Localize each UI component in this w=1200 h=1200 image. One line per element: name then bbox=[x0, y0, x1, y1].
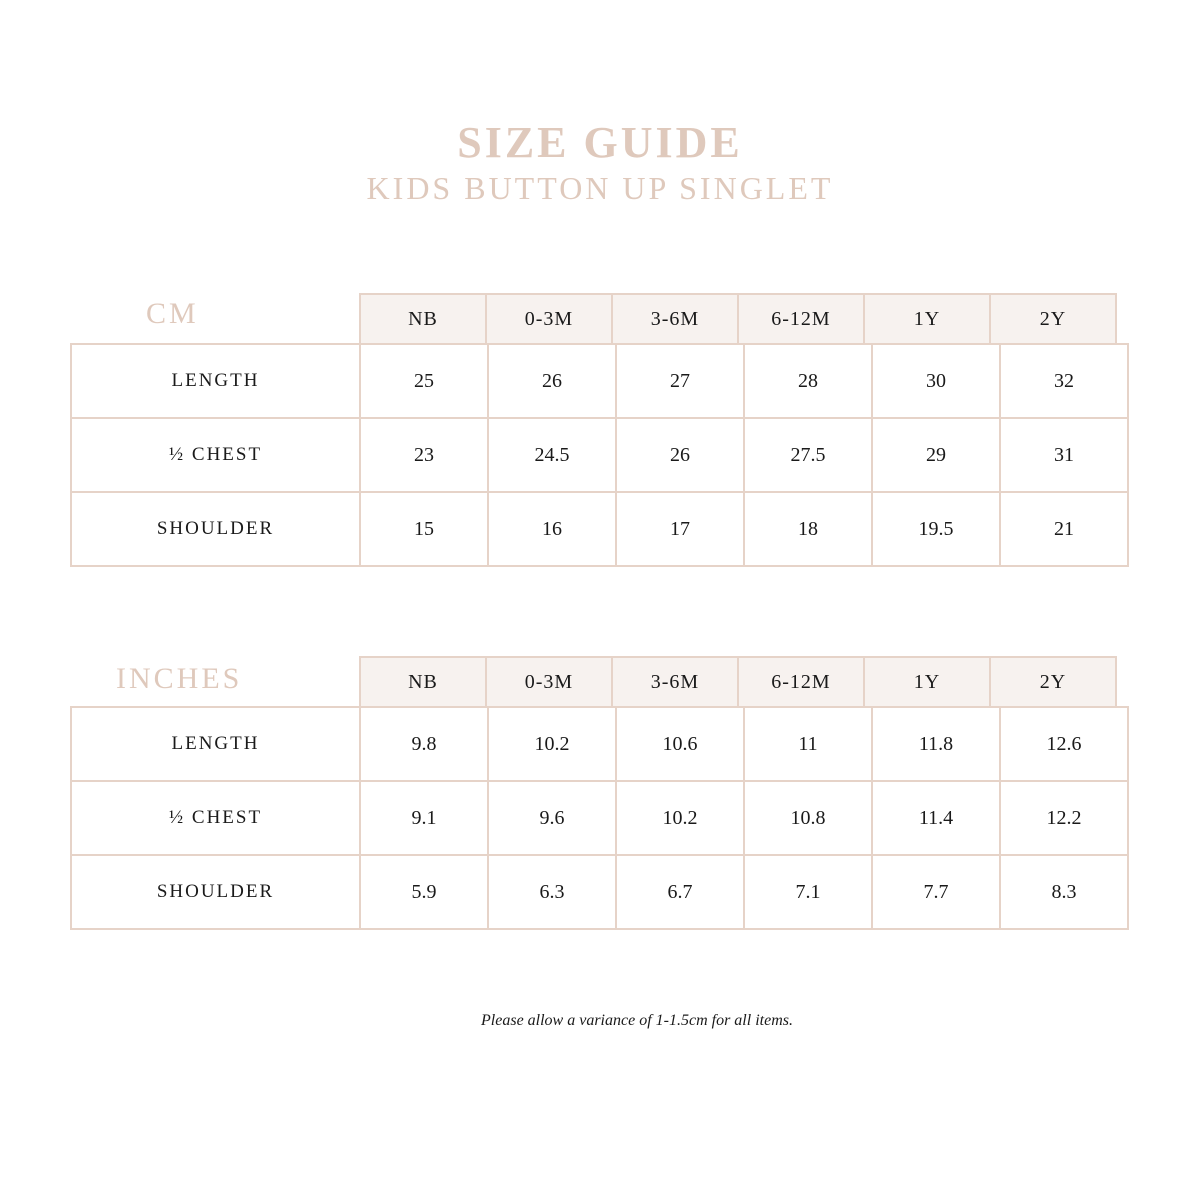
inches-table-body bbox=[70, 706, 1130, 930]
size-header-cell: 2Y bbox=[989, 293, 1117, 345]
row-label: ½ CHEST bbox=[70, 417, 361, 493]
table-cell: 17 bbox=[615, 491, 745, 567]
size-header-cell: 0-3M bbox=[485, 656, 613, 708]
cm-table-body bbox=[70, 343, 1130, 567]
table-cell: 25 bbox=[359, 343, 489, 419]
size-header-cell: NB bbox=[359, 293, 487, 345]
variance-note: Please allow a variance of 1-1.5cm for all items. bbox=[481, 1012, 793, 1029]
cm-unit-label: CM bbox=[146, 297, 199, 330]
table-cell: 16 bbox=[487, 491, 617, 567]
table-cell: 31 bbox=[999, 417, 1129, 493]
table-cell: 30 bbox=[871, 343, 1001, 419]
table-row bbox=[70, 417, 1130, 493]
table-cell: 6.3 bbox=[487, 854, 617, 930]
table-row bbox=[70, 780, 1130, 856]
table-cell: 27.5 bbox=[743, 417, 873, 493]
size-header-cell: 1Y bbox=[863, 656, 991, 708]
size-header-cell: 3-6M bbox=[611, 293, 739, 345]
inches-unit-label: INCHES bbox=[116, 662, 243, 695]
table-row bbox=[70, 854, 1130, 930]
size-header-cell: 0-3M bbox=[485, 293, 613, 345]
size-header-cell: 6-12M bbox=[737, 293, 865, 345]
table-cell: 9.6 bbox=[487, 780, 617, 856]
row-label: SHOULDER bbox=[70, 491, 361, 567]
table-cell: 12.6 bbox=[999, 706, 1129, 782]
table-cell: 26 bbox=[615, 417, 745, 493]
table-cell: 11 bbox=[743, 706, 873, 782]
row-label: SHOULDER bbox=[70, 854, 361, 930]
inches-size-header-row bbox=[359, 656, 1117, 708]
table-cell: 9.8 bbox=[359, 706, 489, 782]
table-cell: 5.9 bbox=[359, 854, 489, 930]
size-header-cell: 2Y bbox=[989, 656, 1117, 708]
table-cell: 32 bbox=[999, 343, 1129, 419]
table-cell: 10.2 bbox=[487, 706, 617, 782]
cm-size-header-row bbox=[359, 293, 1117, 345]
table-cell: 28 bbox=[743, 343, 873, 419]
page-subtitle: KIDS BUTTON UP SINGLET bbox=[366, 170, 834, 206]
table-cell: 15 bbox=[359, 491, 489, 567]
table-cell: 26 bbox=[487, 343, 617, 419]
table-cell: 21 bbox=[999, 491, 1129, 567]
table-cell: 9.1 bbox=[359, 780, 489, 856]
size-header-cell: 6-12M bbox=[737, 656, 865, 708]
table-row bbox=[70, 491, 1130, 567]
page-title: SIZE GUIDE bbox=[457, 118, 743, 167]
table-cell: 19.5 bbox=[871, 491, 1001, 567]
table-cell: 10.2 bbox=[615, 780, 745, 856]
size-header-cell: 1Y bbox=[863, 293, 991, 345]
row-label: LENGTH bbox=[70, 343, 361, 419]
table-cell: 8.3 bbox=[999, 854, 1129, 930]
table-cell: 11.8 bbox=[871, 706, 1001, 782]
table-cell: 10.6 bbox=[615, 706, 745, 782]
table-cell: 6.7 bbox=[615, 854, 745, 930]
row-label: ½ CHEST bbox=[70, 780, 361, 856]
table-cell: 12.2 bbox=[999, 780, 1129, 856]
table-cell: 27 bbox=[615, 343, 745, 419]
table-cell: 24.5 bbox=[487, 417, 617, 493]
table-cell: 11.4 bbox=[871, 780, 1001, 856]
row-label: LENGTH bbox=[70, 706, 361, 782]
table-row bbox=[70, 343, 1130, 419]
table-cell: 23 bbox=[359, 417, 489, 493]
table-cell: 7.7 bbox=[871, 854, 1001, 930]
table-cell: 29 bbox=[871, 417, 1001, 493]
size-header-cell: 3-6M bbox=[611, 656, 739, 708]
size-header-cell: NB bbox=[359, 656, 487, 708]
table-cell: 18 bbox=[743, 491, 873, 567]
table-cell: 7.1 bbox=[743, 854, 873, 930]
table-row bbox=[70, 706, 1130, 782]
table-cell: 10.8 bbox=[743, 780, 873, 856]
